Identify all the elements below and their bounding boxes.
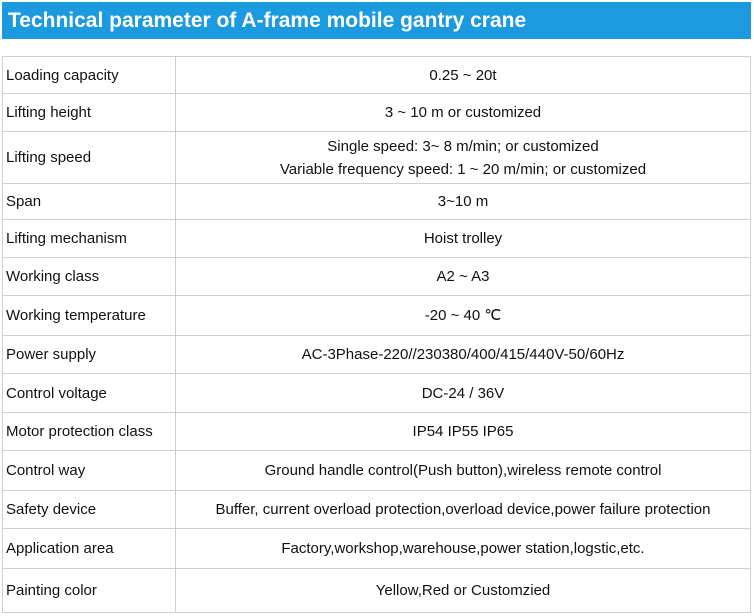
param-value-cell: [176, 132, 751, 184]
param-value-cell: [176, 336, 751, 374]
param-value-line: Yellow,Red or Customzied: [375, 582, 551, 599]
param-name-cell: Application area: [3, 529, 176, 569]
table-row: [3, 336, 751, 374]
table-row: [3, 132, 751, 184]
param-value-line: -20 ~ 40 ℃: [424, 307, 502, 324]
table-row: [3, 220, 751, 258]
param-value-line: 3~10 m: [437, 193, 489, 210]
param-name-cell: Loading capacity: [3, 57, 176, 94]
param-value-cell: [176, 296, 751, 336]
param-value-cell: [176, 413, 751, 451]
param-value-line: 0.25 ~ 20t: [429, 66, 497, 84]
param-value-cell: [176, 220, 751, 258]
param-value-cell: [176, 184, 751, 220]
param-name-cell: Lifting speed: [3, 132, 176, 184]
parameter-table: [2, 56, 751, 613]
param-name-cell: Safety device: [3, 491, 176, 529]
param-value-cell: [176, 258, 751, 296]
table-row: [3, 258, 751, 296]
param-name-cell: Power supply: [3, 336, 176, 374]
param-value-line: AC-3Phase-220//230380/400/415/440V-50/60Hz: [301, 346, 625, 363]
param-name-cell: Control way: [3, 451, 176, 491]
parameter-table-body: [3, 57, 751, 613]
param-name-cell: Lifting height: [3, 94, 176, 132]
param-value-cell: [176, 569, 751, 613]
param-value-cell: [176, 529, 751, 569]
param-value-line: Buffer, current overload protection,overload device,power failure protection: [215, 501, 711, 518]
param-name-cell: Span: [3, 184, 176, 220]
param-name-cell: Control voltage: [3, 374, 176, 413]
param-value-line: Hoist trolley: [423, 230, 503, 247]
param-name-cell: Motor protection class: [3, 413, 176, 451]
table-row: [3, 451, 751, 491]
param-value-cell: [176, 374, 751, 413]
param-value-cell: [176, 451, 751, 491]
param-value-line: Ground handle control(Push button),wireless remote control: [264, 462, 662, 479]
param-name-cell: Working temperature: [3, 296, 176, 336]
param-value-line: Single speed: 3~ 8 m/min; or customized: [327, 137, 599, 155]
param-value-line: Factory,workshop,warehouse,power station,logstic,etc.: [281, 540, 645, 557]
param-value-line: DC-24 / 36V: [421, 384, 505, 402]
table-row: [3, 184, 751, 220]
param-name-cell: Painting color: [3, 569, 176, 613]
param-value-cell: [176, 94, 751, 132]
param-value-cell: [176, 491, 751, 529]
table-row: [3, 529, 751, 569]
page-title: Technical parameter of A-frame mobile gantry crane: [2, 2, 751, 39]
table-row: [3, 57, 751, 94]
param-value-line: IP54 IP55 IP65: [412, 423, 514, 440]
table-row: [3, 413, 751, 451]
param-value-cell: [176, 57, 751, 94]
param-value-line: Variable frequency speed: 1 ~ 20 m/min; or customized: [279, 160, 647, 178]
table-row: [3, 491, 751, 529]
param-name-cell: Lifting mechanism: [3, 220, 176, 258]
table-row: [3, 296, 751, 336]
param-value-line: 3 ~ 10 m or customized: [384, 104, 542, 121]
param-name-cell: Working class: [3, 258, 176, 296]
table-row: [3, 569, 751, 613]
param-value-line: A2 ~ A3: [436, 268, 490, 285]
table-row: [3, 374, 751, 413]
table-row: [3, 94, 751, 132]
